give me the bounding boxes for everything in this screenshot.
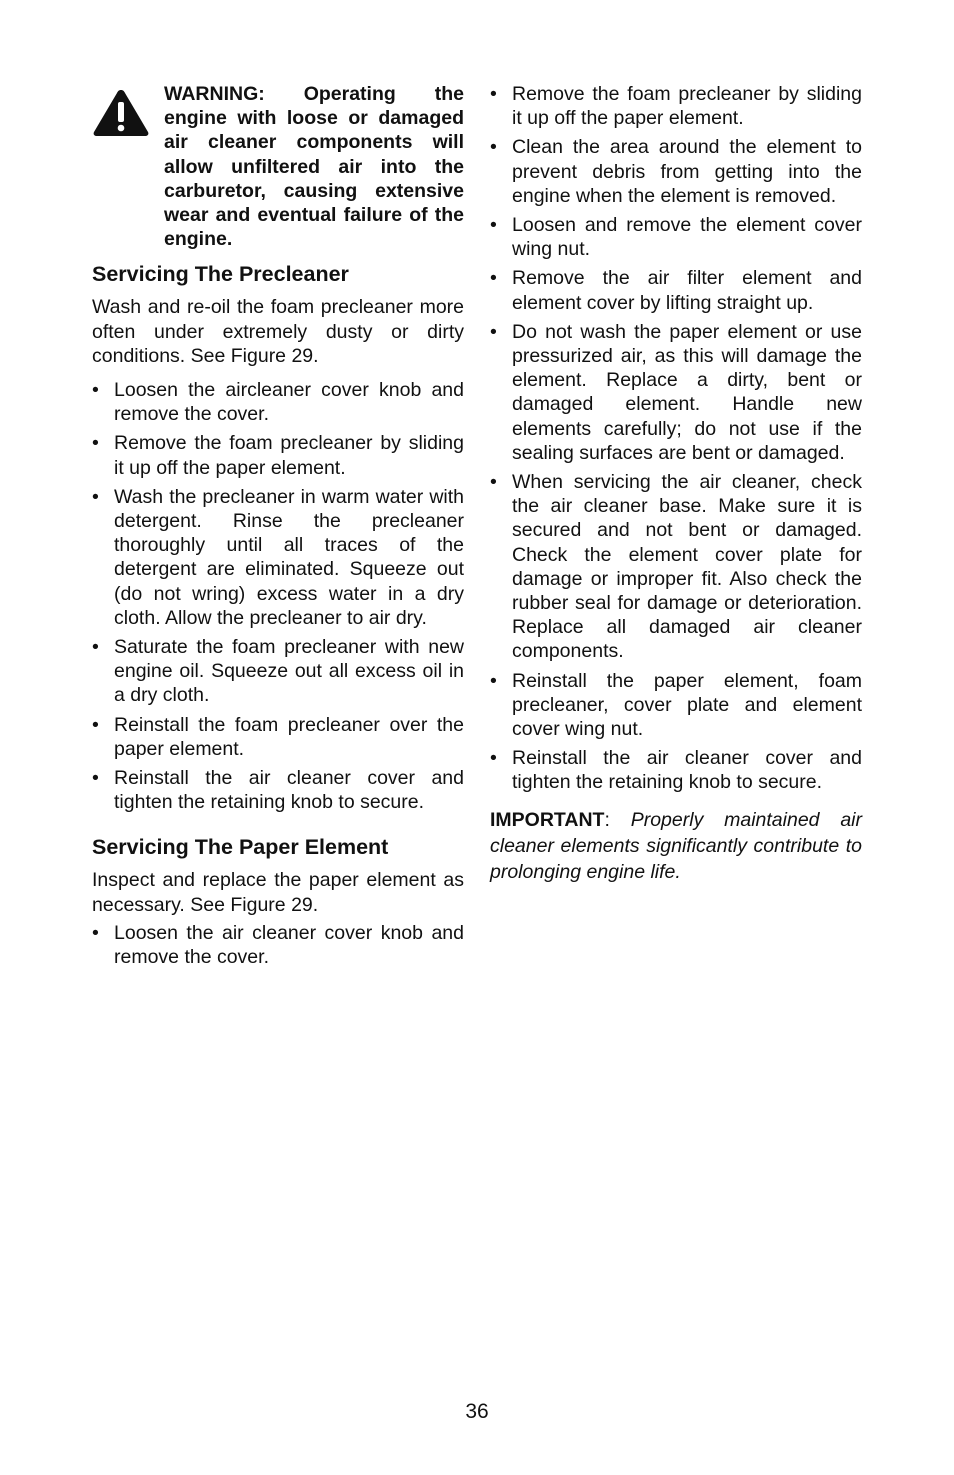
left-column — [92, 82, 464, 974]
list-item — [92, 713, 464, 761]
bullet-icon: • — [490, 83, 497, 105]
bullet-icon: • — [490, 320, 497, 343]
paper-element-heading: Servicing The Paper Element — [92, 835, 389, 860]
warning-block — [92, 82, 464, 251]
right-column — [490, 82, 862, 885]
list-item-text: Reinstall the foam precleaner over the paper element. — [114, 713, 464, 760]
list-item — [490, 135, 862, 208]
important-text: Properly maintained air cleaner elements significantly contribute to prolonging engine life. — [490, 808, 862, 883]
bullet-icon: • — [92, 921, 99, 944]
list-item — [490, 669, 862, 742]
list-item — [490, 320, 862, 465]
list-item-text: Loosen the air cleaner cover knob and remove the cover. — [114, 921, 464, 969]
bullet-icon: • — [92, 432, 99, 455]
list-item — [92, 635, 464, 708]
bullet-icon: • — [92, 379, 99, 402]
list-item — [92, 766, 464, 814]
list-item-text: Remove the air filter element and element cover by lifting straight up. — [512, 267, 862, 314]
warning-icon — [92, 88, 164, 251]
list-item — [92, 921, 464, 969]
list-item-text: Saturate the foam precleaner with new engine oil. Squeeze out all excess oil in a dry cloth. — [114, 636, 464, 707]
bullet-icon: • — [92, 636, 99, 659]
bullet-icon: • — [490, 267, 497, 290]
list-item — [490, 746, 862, 794]
paper-element-steps-left — [92, 921, 464, 969]
precleaner-intro: Wash and re-oil the foam precleaner more often under extremely dusty or dirty conditions. See Figure 29. — [92, 296, 464, 367]
important-separator: : — [604, 808, 631, 831]
paper-element-intro: Inspect and replace the paper element as necessary. See Figure 29. — [92, 869, 464, 916]
bullet-icon: • — [92, 713, 99, 736]
bullet-icon: • — [490, 214, 497, 237]
page-number: 36 — [465, 1400, 489, 1423]
important-note — [490, 807, 862, 885]
list-item — [490, 470, 862, 664]
list-item-text: Loosen the aircleaner cover knob and remove the cover. — [114, 379, 464, 426]
list-item-text: Do not wash the paper element or use pressurized air, as this will damage the element. Replace a dirty, bent or damaged element. Handle new elements carefully; do not use if the sealing surfaces are bent or damaged. — [512, 320, 862, 464]
list-item — [490, 213, 862, 261]
list-item-text: Remove the foam precleaner by sliding it up off the paper element. — [512, 83, 862, 130]
bullet-icon: • — [92, 485, 99, 508]
list-item-text: When servicing the air cleaner, check the air cleaner base. Make sure it is secured and not bent or damaged. Check the element cover plate for damage or improper fit. Also check the rubber seal for damage or deterioration. Replace all damaged air cleaner components. — [512, 471, 862, 663]
list-item — [92, 378, 464, 426]
list-item — [92, 485, 464, 630]
important-label: IMPORTANT — [490, 808, 605, 831]
precleaner-steps — [92, 378, 464, 814]
list-item-text: Remove the foam precleaner by sliding it up off the paper element. — [114, 432, 464, 479]
paper-element-steps-right — [490, 82, 862, 795]
bullet-icon: • — [92, 767, 99, 790]
bullet-icon: • — [490, 471, 497, 494]
list-item-text: Loosen and remove the element cover wing nut. — [512, 214, 862, 261]
bullet-icon: • — [490, 136, 497, 159]
list-item-text: Reinstall the air cleaner cover and tighten the retaining knob to secure. — [512, 747, 862, 794]
bullet-icon: • — [490, 669, 497, 692]
precleaner-heading: Servicing The Precleaner — [92, 262, 349, 287]
list-item-text: Clean the area around the element to prevent debris from getting into the engine when the element is removed. — [512, 136, 862, 207]
warning-text: WARNING: Operating the engine with loose or damaged air cleaner components will allow unfiltered air into the carburetor, causing extensive wear and eventual failure of the engine. — [164, 83, 464, 251]
list-item — [92, 431, 464, 479]
list-item-text: Reinstall the paper element, foam precleaner, cover plate and element cover wing nut. — [512, 669, 862, 741]
list-item — [490, 82, 862, 130]
bullet-icon: • — [490, 747, 497, 770]
list-item — [490, 266, 862, 314]
list-item-text: Reinstall the air cleaner cover and tighten the retaining knob to secure. — [114, 767, 464, 814]
list-item-text: Wash the precleaner in warm water with detergent. Rinse the precleaner thoroughly until all traces of the detergent are eliminated. Squeeze out (do not wring) excess water in a dry cloth. Allow the precleaner to air dry. — [114, 485, 464, 629]
